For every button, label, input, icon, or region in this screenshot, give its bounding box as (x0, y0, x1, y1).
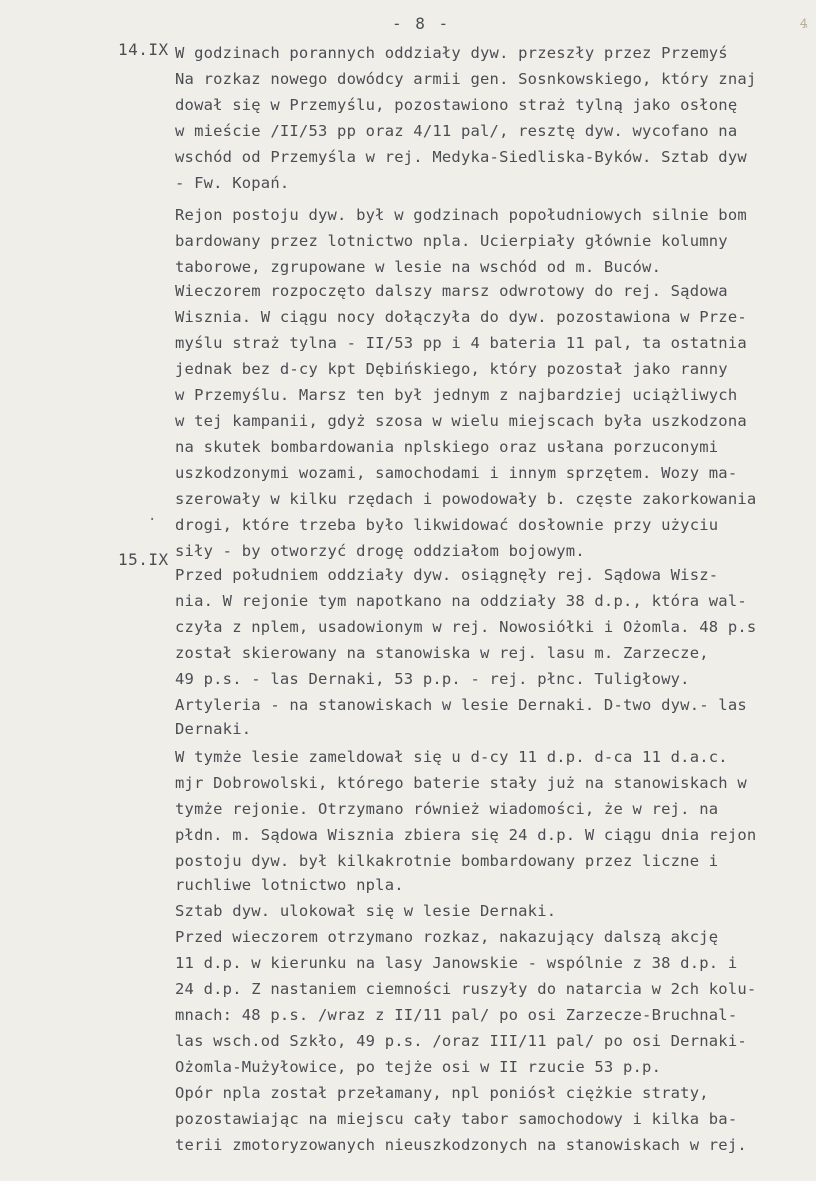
text-line: uszkodzonymi wozami, samochodami i innym sprzętem. Wozy ma- (175, 464, 738, 482)
text-line: postoju dyw. był kilkakrotnie bombardowany przez liczne i (175, 852, 719, 870)
text-line: mnach: 48 p.s. /wraz z II/11 pal/ po osi Zarzecze-Bruchnal- (175, 1006, 738, 1024)
text-line: w tej kampanii, gdyż szosa w wielu miejscach była uszkodzona (175, 412, 747, 430)
text-line: w Przemyślu. Marsz ten był jednym z najbardziej uciążliwych (175, 386, 738, 404)
text-line: jednak bez d-cy kpt Dębińskiego, który pozostał jako ranny (175, 360, 728, 378)
page-number: - 8 - (392, 14, 451, 33)
text-line: tymże rejonie. Otrzymano również wiadomości, że w rej. na (175, 800, 719, 818)
corner-mark: ꜯ (800, 14, 808, 28)
text-line: 24 d.p. Z nastaniem ciemności ruszyły do natarcia w 2ch kolu- (175, 980, 757, 998)
text-line: - Fw. Kopań. (175, 174, 290, 192)
date-label-14: 14.IX (118, 40, 169, 59)
text-line: W godzinach porannych oddziały dyw. przeszły przez Przemyś (175, 44, 728, 62)
text-line: nia. W rejonie tym napotkano na oddziały 38 d.p., która wal- (175, 592, 747, 610)
text-line: w mieście /II/53 pp oraz 4/11 pal/, resztę dyw. wycofano na (175, 122, 738, 140)
text-line: Dernaki. (175, 720, 252, 738)
text-line: 49 p.s. - las Dernaki, 53 p.p. - rej. płnc. Tuligłowy. (175, 670, 690, 688)
text-line: na skutek bombardowania nplskiego oraz usłana porzuconymi (175, 438, 719, 456)
margin-dot: . (148, 508, 157, 524)
text-line: Artyleria - na stanowiskach w lesie Dernaki. D-two dyw.- las (175, 696, 747, 714)
text-line: terii zmotoryzowanych nieuszkodzonych na stanowiskach w rej. (175, 1136, 747, 1154)
date-label-15: 15.IX (118, 550, 169, 569)
text-line: myślu straż tylna - II/53 pp i 4 bateria 11 pal, ta ostatnia (175, 334, 747, 352)
text-line: Wisznia. W ciągu nocy dołączyła do dyw. pozostawiona w Prze- (175, 308, 747, 326)
text-line: las wsch.od Szkło, 49 p.s. /oraz III/11 pal/ po osi Dernaki- (175, 1032, 747, 1050)
text-line: Sztab dyw. ulokował się w lesie Dernaki. (175, 902, 557, 920)
text-line: pozostawiając na miejscu cały tabor samochodowy i kilka ba- (175, 1110, 738, 1128)
text-line: Rejon postoju dyw. był w godzinach popołudniowych silnie bom (175, 206, 747, 224)
text-line: 11 d.p. w kierunku na lasy Janowskie - wspólnie z 38 d.p. i (175, 954, 738, 972)
text-line: szerowały w kilku rzędach i powodowały b. częste zakorkowania (175, 490, 757, 508)
text-line: dował się w Przemyślu, pozostawiono straż tylną jako osłonę (175, 96, 738, 114)
text-line: ruchliwe lotnictwo npla. (175, 876, 404, 894)
text-line: taborowe, zgrupowane w lesie na wschód od m. Buców. (175, 258, 662, 276)
text-line: W tymże lesie zameldował się u d-cy 11 d.p. d-ca 11 d.a.c. (175, 748, 728, 766)
text-line: Przed wieczorem otrzymano rozkaz, nakazujący dalszą akcję (175, 928, 719, 946)
text-line: drogi, które trzeba było likwidować dosłownie przy użyciu (175, 516, 719, 534)
text-line: czyła z nplem, usadowionym w rej. Nowosiółki i Ożomla. 48 p.s (175, 618, 757, 636)
text-line: wschód od Przemyśla w rej. Medyka-Siedliska-Byków. Sztab dyw (175, 148, 747, 166)
text-line: Na rozkaz nowego dowódcy armii gen. Sosnkowskiego, który znaj (175, 70, 757, 88)
text-line: Opór npla został przełamany, npl poniósł ciężkie straty, (175, 1084, 709, 1102)
text-line: bardowany przez lotnictwo npla. Ucierpiały głównie kolumny (175, 232, 728, 250)
text-line: Ożomla-Mużyłowice, po tejże osi w II rzucie 53 p.p. (175, 1058, 662, 1076)
text-line: Wieczorem rozpoczęto dalszy marsz odwrotowy do rej. Sądowa (175, 282, 728, 300)
text-line: mjr Dobrowolski, którego baterie stały już na stanowiskach w (175, 774, 747, 792)
text-line: siły - by otworzyć drogę oddziałom bojowym. (175, 542, 585, 560)
text-line: został skierowany na stanowiska w rej. lasu m. Zarzecze, (175, 644, 709, 662)
text-line: Przed południem oddziały dyw. osiągnęły rej. Sądowa Wisz- (175, 566, 719, 584)
text-line: płdn. m. Sądowa Wisznia zbiera się 24 d.p. W ciągu dnia rejon (175, 826, 757, 844)
